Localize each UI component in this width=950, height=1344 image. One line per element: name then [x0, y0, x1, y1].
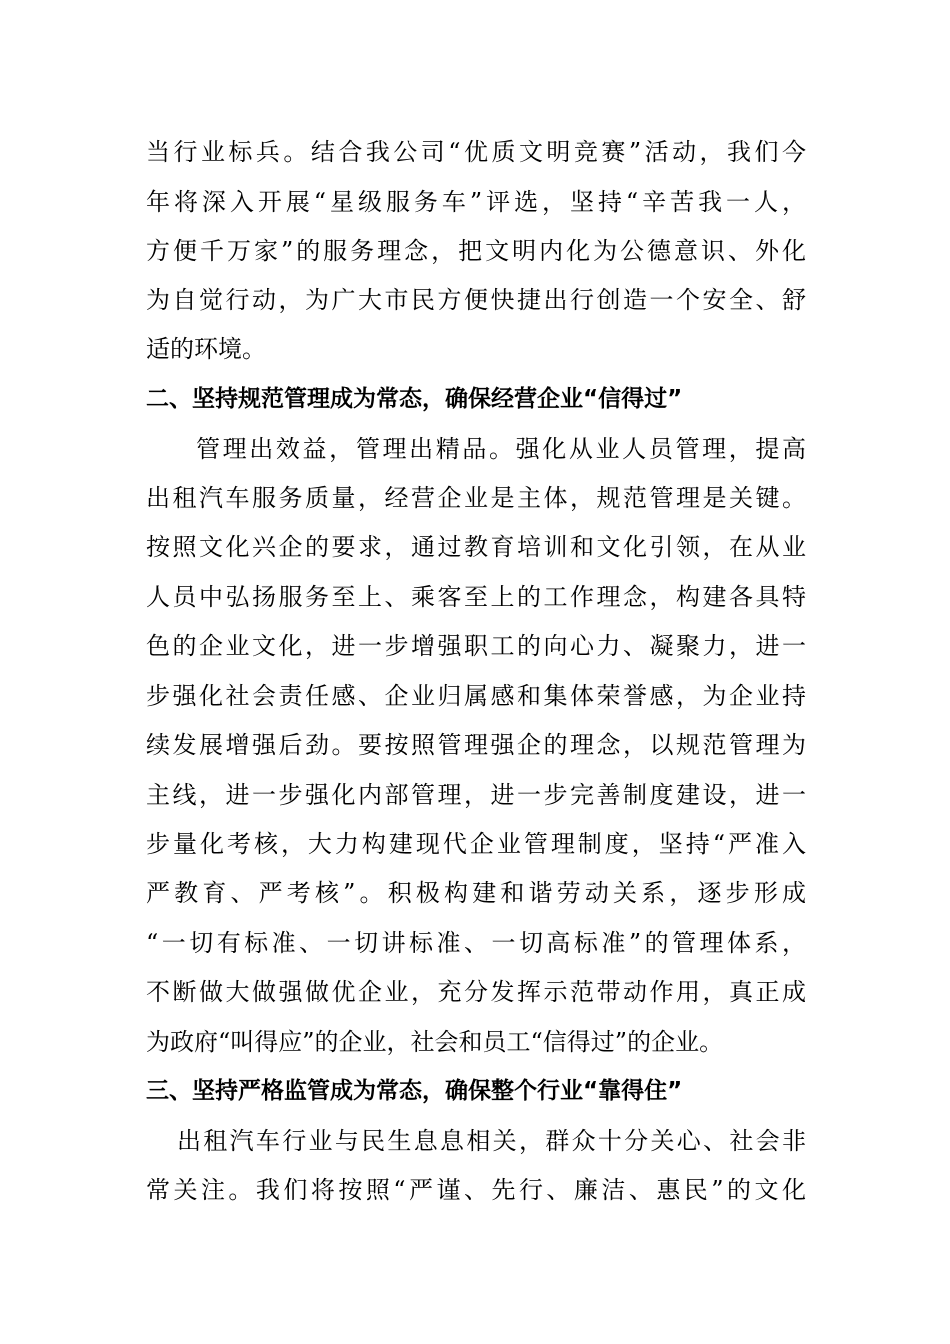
paragraph-line-1: 当行业标兵。结合我公司“优质文明竞赛”活动，我们今	[146, 138, 806, 166]
paragraph-line-11: 色的企业文化，进一步增强职工的向心力、凝聚力，进一	[146, 632, 806, 660]
paragraph-line-21: 出租汽车行业与民生息息相关，群众十分关心、社会非	[177, 1127, 806, 1155]
paragraph-line-22: 常关注。我们将按照“严谨、先行、廉洁、惠民”的文化	[146, 1176, 806, 1204]
paragraph-line-2: 年将深入开展“星级服务车”评选，坚持“辛苦我一人，	[146, 188, 806, 216]
paragraph-line-8: 出租汽车服务质量，经营企业是主体，规范管理是关键。	[146, 484, 806, 512]
paragraph-line-12: 步强化社会责任感、企业归属感和集体荣誉感，为企业持	[146, 682, 806, 710]
paragraph-line-9: 按照文化兴企的要求，通过教育培训和文化引领，在从业	[146, 533, 806, 561]
paragraph-line-19: 为政府“叫得应”的企业，社会和员工“信得过”的企业。	[146, 1028, 724, 1056]
paragraph-line-3: 方便千万家”的服务理念，把文明内化为公德意识、外化	[146, 237, 806, 265]
section-heading-3: 三、坚持严格监管成为常态，确保整个行业“靠得住”	[146, 1078, 683, 1104]
paragraph-line-7: 管理出效益，管理出精品。强化从业人员管理，提高	[196, 435, 806, 463]
paragraph-line-16: 严教育、严考核”。积极构建和谐劳动关系，逐步形成	[146, 879, 806, 907]
paragraph-line-17: “一切有标准、一切讲标准、一切高标准”的管理体系，	[146, 929, 806, 957]
paragraph-line-5: 适的环境。	[146, 335, 266, 363]
section-heading-2: 二、坚持规范管理成为常态，确保经营企业“信得过”	[146, 386, 683, 412]
paragraph-line-14: 主线，进一步强化内部管理，进一步完善制度建设，进一	[146, 781, 806, 809]
paragraph-line-4: 为自觉行动，为广大市民方便快捷出行创造一个安全、舒	[146, 286, 806, 314]
paragraph-line-13: 续发展增强后劲。要按照管理强企的理念，以规范管理为	[146, 731, 806, 759]
paragraph-line-15: 步量化考核，大力构建现代企业管理制度，坚持“严准入	[146, 830, 806, 858]
paragraph-line-10: 人员中弘扬服务至上、乘客至上的工作理念，构建各具特	[146, 583, 806, 611]
paragraph-line-18: 不断做大做强做优企业，充分发挥示范带动作用，真正成	[146, 978, 806, 1006]
